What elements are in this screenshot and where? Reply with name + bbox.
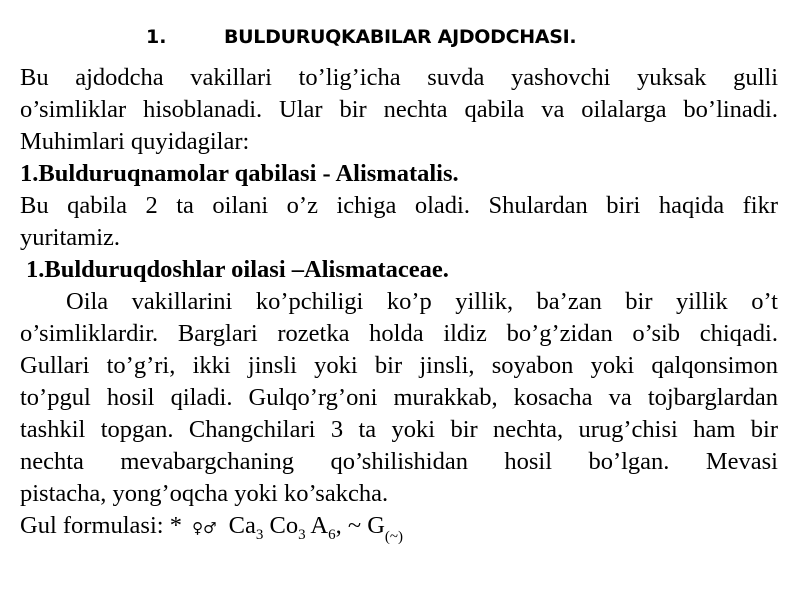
tribe-text-line-1: Bu qabila 2 ta oilani o’z ichiga oladi. Shulardan biri haqida fikr xyxy=(20,192,778,219)
description-line-1: Oila vakillarini ko’pchiligi ko’p yillik, ba’zan bir yillik o’t xyxy=(66,288,778,315)
description-line-5: tashkil topgan. Changchilari 3 ta yoki bir nechta, urug’chisi ham bir xyxy=(20,416,778,443)
formula-ca: Ca xyxy=(228,512,256,539)
formula-co: Co xyxy=(269,512,299,539)
body-text xyxy=(20,62,778,544)
flower-formula xyxy=(20,510,778,544)
tribe-text-line-2: yuritamiz. xyxy=(20,224,121,251)
formula-a-sub: 6 xyxy=(328,527,336,543)
formula-label: Gul formulasi: * xyxy=(20,512,182,539)
page-title xyxy=(0,26,800,56)
formula-co-sub: 3 xyxy=(298,527,306,543)
intro-line-2: o’simliklar hisoblanadi. Ular bir nechta qabila va oilalarga bo’linadi. xyxy=(20,96,778,123)
description-line-3: Gullari to’g’ri, ikki jinsli yoki bir jinsli, soyabon yoki qalqonsimon xyxy=(20,352,778,379)
formula-a: A xyxy=(310,512,329,539)
formula-g-sub: (~) xyxy=(384,529,404,545)
description-line-2: o’simliklardir. Barglari rozetka holda ildiz bo’g’zidan o’sib chiqadi. xyxy=(20,320,778,347)
intro-line-1: Bu ajdodcha vakillari to’lig’icha suvda yashovchi yuksak gulli xyxy=(20,64,778,91)
intro-line-3: Muhimlari quyidagilar: xyxy=(20,128,250,155)
family-heading: 1.Bulduruqdoshlar oilasi –Alismataceae. xyxy=(26,256,449,283)
description-line-6: nechta mevabargchaning qo’shilishidan hosil bo’lgan. Mevasi xyxy=(20,448,778,475)
title-text: BULDURUQKABILAR AJDODCHASI. xyxy=(224,26,577,48)
description-line-7: pistacha, yong’oqcha yoki ko’sakcha. xyxy=(20,480,389,507)
formula-separator: , ~ xyxy=(335,512,362,539)
description-line-4: to’pgul hosil qiladi. Gulqo’rg’oni murakkab, kosacha va tojbarglardan xyxy=(20,384,778,411)
sex-symbols: ♀♂ xyxy=(192,519,217,537)
tribe-heading: 1.Bulduruqnamolar qabilasi - Alismatalis. xyxy=(20,160,459,187)
title-number: 1. xyxy=(146,26,167,48)
formula-ca-sub: 3 xyxy=(255,527,264,543)
formula-g: G xyxy=(367,512,385,539)
